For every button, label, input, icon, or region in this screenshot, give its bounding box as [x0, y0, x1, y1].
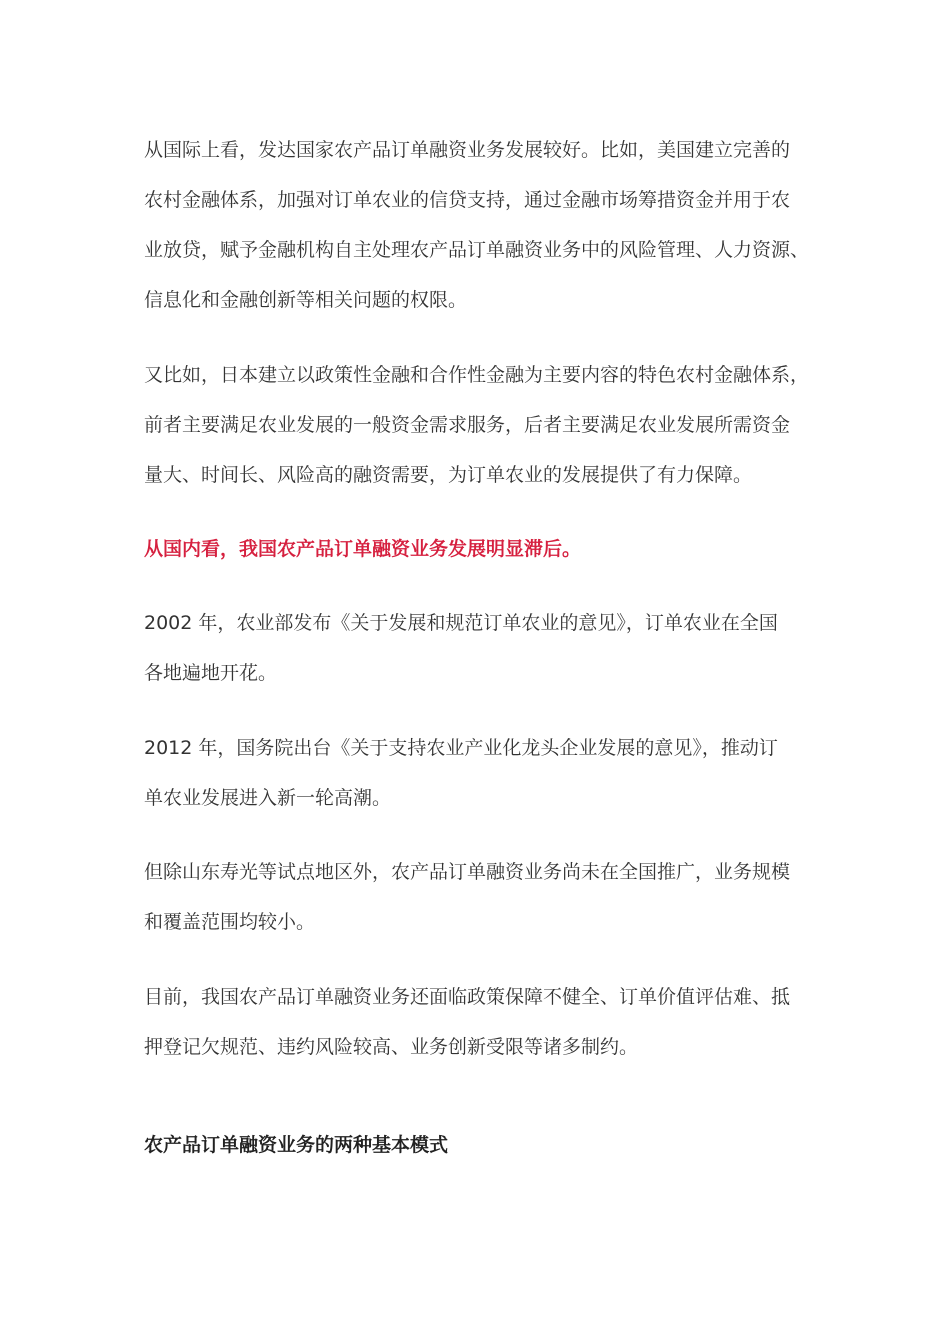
text-line: 但除山东寿光等试点地区外，农产品订单融资业务尚未在全国推广，业务规模	[144, 861, 791, 883]
text-line: 农产品订单融资业务的两种基本模式	[144, 1134, 449, 1156]
text-line: 各地遍地开花。	[144, 662, 278, 684]
paragraph-current-issues	[144, 972, 814, 1072]
text-line: 目前，我国农产品订单融资业务还面临政策保障不健全、订单价值评估难、抵	[144, 986, 791, 1008]
text-line: 农村金融体系，加强对订单农业的信贷支持，通过金融市场筹措资金并用于农	[144, 189, 791, 211]
text-line: 2012 年，国务院出台《关于支持农业产业化龙头企业发展的意见》，推动订	[144, 737, 778, 759]
paragraph-shouguang	[144, 847, 814, 947]
text-line: 业放贷，赋予金融机构自主处理农产品订单融资业务中的风险管理、人力资源、	[144, 239, 810, 261]
paragraph-2012	[144, 723, 814, 823]
text-line: 从国内看，我国农产品订单融资业务发展明显滞后。	[144, 538, 582, 560]
paragraph-international	[144, 125, 814, 325]
text-line: 押登记欠规范、违约风险较高、业务创新受限等诸多制约。	[144, 1036, 639, 1058]
section-heading	[144, 1120, 814, 1170]
text-line: 量大、时间长、风险高的融资需要，为订单农业的发展提供了有力保障。	[144, 464, 753, 486]
text-line: 2002 年，农业部发布《关于发展和规范订单农业的意见》，订单农业在全国	[144, 612, 778, 634]
paragraph-japan	[144, 350, 814, 500]
highlight-domestic	[144, 524, 814, 574]
paragraph-2002	[144, 598, 814, 698]
text-line: 又比如，日本建立以政策性金融和合作性金融为主要内容的特色农村金融体系，	[144, 364, 810, 386]
text-line: 前者主要满足农业发展的一般资金需求服务，后者主要满足农业发展所需资金	[144, 414, 791, 436]
text-line: 单农业发展进入新一轮高潮。	[144, 787, 392, 809]
text-line: 信息化和金融创新等相关问题的权限。	[144, 289, 468, 311]
text-line: 和覆盖范围均较小。	[144, 911, 316, 933]
text-line: 从国际上看，发达国家农产品订单融资业务发展较好。比如，美国建立完善的	[144, 139, 791, 161]
